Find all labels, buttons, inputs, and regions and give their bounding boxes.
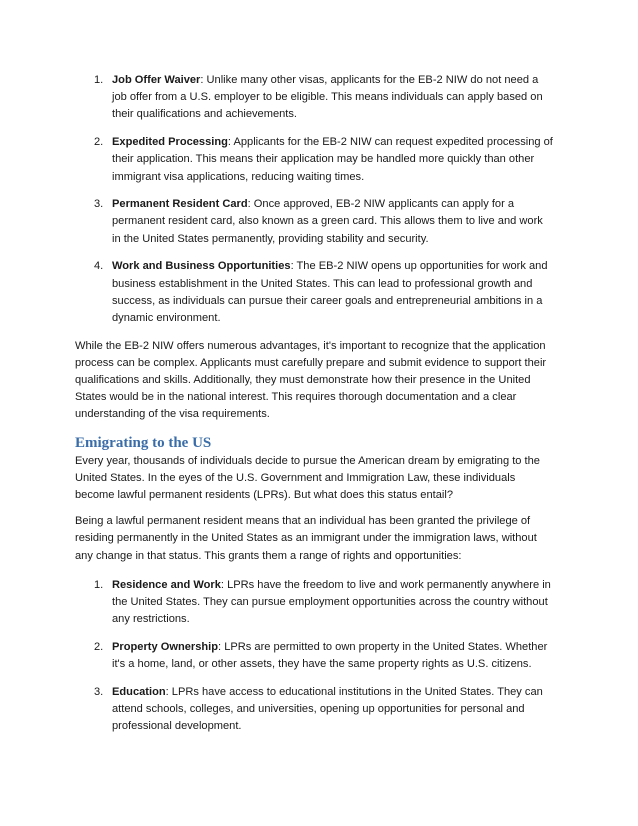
- list-number: 3.: [94, 685, 104, 698]
- list-term: Permanent Resident Card: [112, 198, 248, 211]
- list-item: [75, 258, 554, 327]
- list-term: Work and Business Opportunities: [112, 260, 291, 273]
- list-term: Job Offer Waiver: [112, 74, 201, 86]
- list-item: [75, 196, 554, 248]
- lpr-rights-list: [75, 577, 554, 736]
- section-heading: Emigrating to the US: [75, 434, 212, 451]
- list-number: 2.: [94, 640, 104, 653]
- list-item: [75, 684, 554, 736]
- list-item: [75, 134, 554, 186]
- list-text: : LPRs have the freedom to live and work permanently anywhere in the United States. They can pursue employment opportunities across the country without any restrictions.: [112, 578, 551, 626]
- list-term: Residence and Work: [112, 578, 221, 591]
- list-item: [75, 577, 554, 629]
- list-text: : Applicants for the EB-2 NIW can request expedited processing of their application. This means their application may be handled more quickly than other immigrant visa applications, reducing waiting times.: [112, 136, 553, 183]
- list-text: : LPRs are permitted to own property in the United States. Whether it's a home, land, or other assets, they have the same property rights as U.S. citizens.: [112, 640, 548, 671]
- list-term: Education: [112, 685, 166, 698]
- list-text: : LPRs have access to educational institutions in the United States. They can attend schools, colleges, and universities, opening up opportunities for personal and professional development.: [112, 685, 543, 733]
- list-item: [75, 639, 554, 673]
- advantages-list: [75, 72, 554, 327]
- list-number: 1.: [94, 74, 104, 86]
- list-number: 1.: [94, 578, 104, 591]
- list-text: : Once approved, EB-2 NIW applicants can apply for a permanent resident card, also known as a green card. This allows them to live and work in the United States permanently, providing stability and security.: [112, 198, 543, 245]
- list-term: Property Ownership: [112, 640, 219, 653]
- paragraph-complexity: While the EB-2 NIW offers numerous advantages, it's important to recognize that the application process can be complex. Applicants must carefully prepare and submit evidence to support their qualifications and skills. Additionally, they must demonstrate how their presence in the United States would be in the national interest. This requires thorough documentation and a clear understanding of the visa requirements.: [75, 339, 547, 421]
- list-number: 2.: [94, 136, 104, 149]
- paragraph-lpr-definition: Being a lawful permanent resident means that an individual has been granted the privilege of residing permanently in the United States as an immigrant under the immigration laws, without any change in that status. This grants them a range of rights and opportunities:: [75, 515, 537, 562]
- list-text: : Unlike many other visas, applicants for the EB-2 NIW do not need a job offer from a U.S. employer to be eligible. This means individuals can apply based on their qualifications and achievements.: [112, 74, 543, 121]
- paragraph-intro: Every year, thousands of individuals decide to pursue the American dream by emigrating to the United States. In the eyes of the U.S. Government and Immigration Law, these individuals become lawful permanent residents (LPRs). But what does this status entail?: [75, 454, 540, 502]
- list-item: [75, 72, 554, 124]
- list-number: 3.: [94, 198, 104, 211]
- list-number: 4.: [94, 260, 104, 273]
- list-text: : The EB-2 NIW opens up opportunities for work and business establishment in the United States. This can lead to professional growth and success, as individuals can pursue their career goals and entrepreneurial ambitions in a dynamic environment.: [112, 260, 548, 324]
- list-term: Expedited Processing: [112, 136, 228, 149]
